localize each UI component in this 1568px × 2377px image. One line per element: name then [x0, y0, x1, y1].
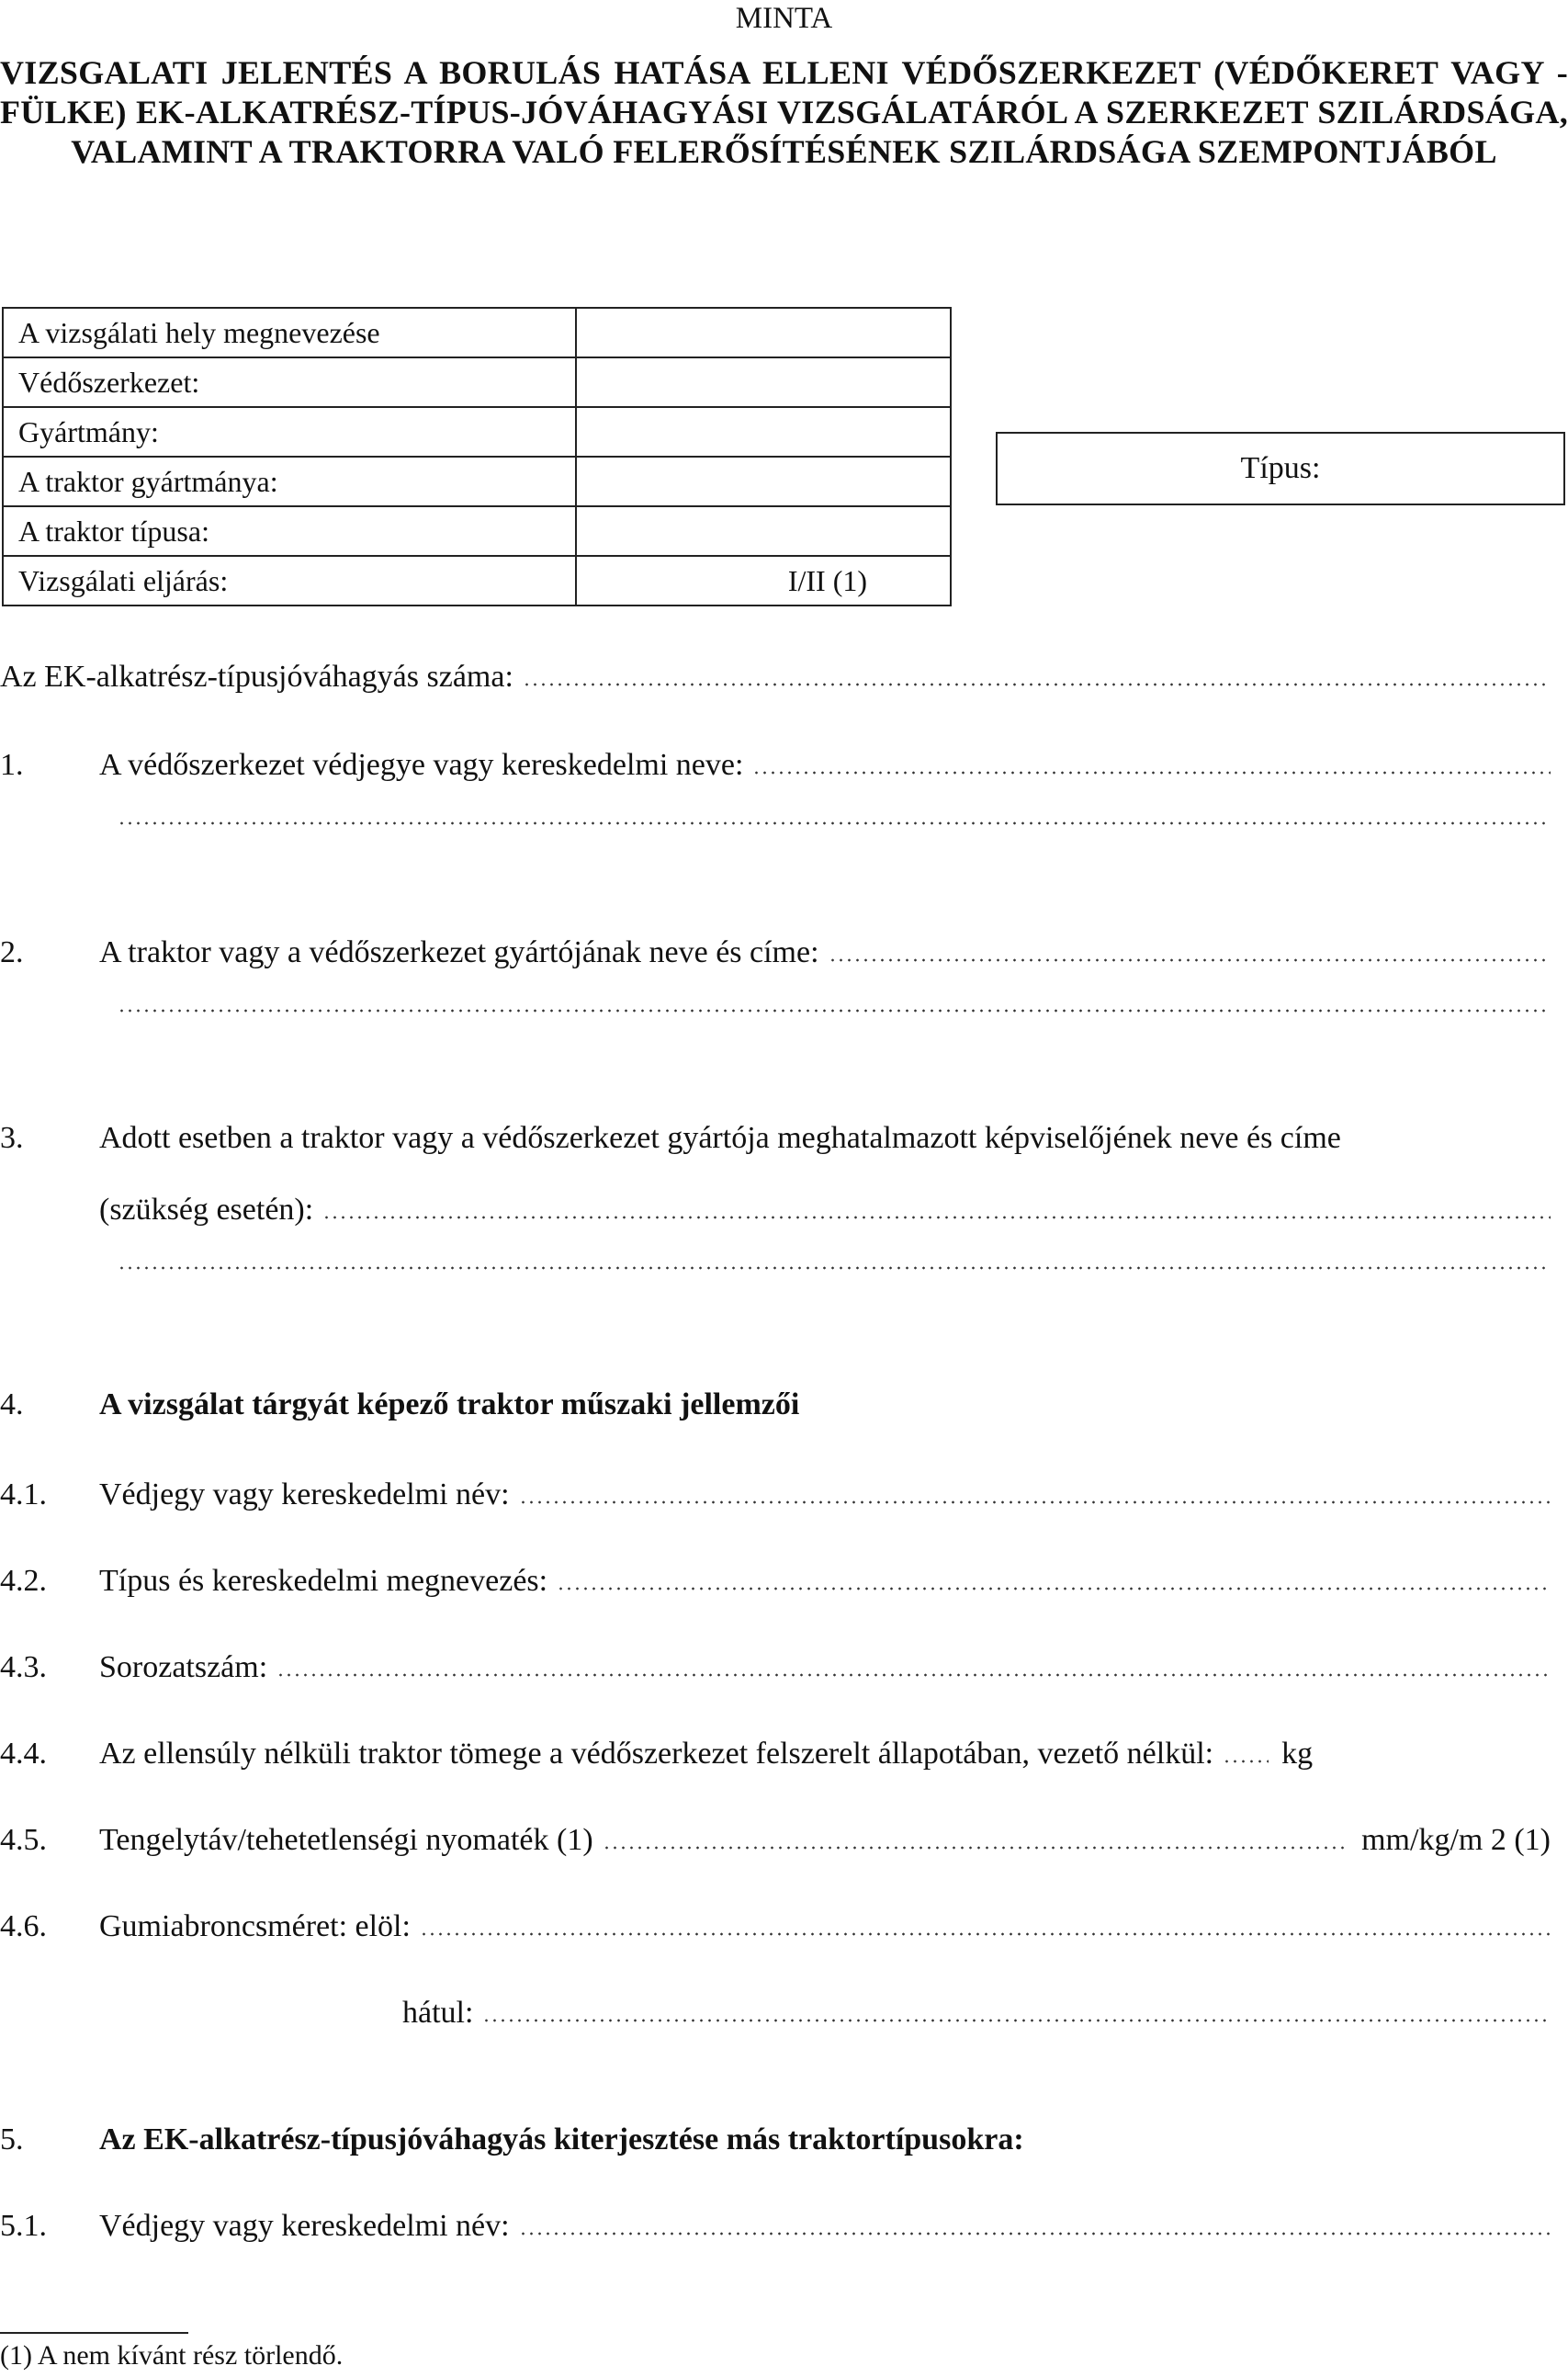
dotted-fill-line	[603, 1846, 1347, 1850]
field-label: Sorozatszám:	[99, 1650, 268, 1684]
section-5-heading	[0, 2122, 1551, 2157]
field-label: A traktor vagy a védőszerkezet gyártójának neve és címe:	[99, 935, 819, 969]
field-label: Tengelytáv/tehetetlenségi nyomaték (1)	[99, 1823, 593, 1857]
section-4-heading	[0, 1387, 1551, 1422]
item-4-4-field[interactable]	[0, 1737, 1551, 1771]
item-3-continuation[interactable]	[0, 1193, 1551, 1228]
item-2-field[interactable]	[0, 935, 1551, 970]
dotted-fill-line	[523, 683, 1551, 686]
table-cell-value[interactable]	[576, 506, 951, 556]
approval-number-field[interactable]	[0, 660, 1551, 695]
table-row	[3, 457, 951, 506]
table-cell-label: A traktor típusa:	[3, 506, 576, 556]
table-cell-value[interactable]	[576, 407, 951, 457]
field-label: Az EK-alkatrész-típusjóváhagyás száma:	[0, 660, 513, 694]
field-label: Típus és kereskedelmi megnevezés:	[99, 1564, 548, 1598]
item-number: 5.	[0, 2122, 24, 2156]
dotted-fill-line	[519, 2232, 1551, 2236]
dotted-fill-line	[420, 1932, 1551, 1936]
field-label: Gumiabroncsméret: elöl:	[99, 1909, 411, 1943]
unit-label: mm/kg/m 2 (1)	[1361, 1823, 1551, 1857]
dotted-fill-line	[829, 958, 1551, 962]
sample-label: MINTA	[735, 2, 833, 35]
dotted-fill-line	[557, 1587, 1551, 1590]
item-3-field	[0, 1121, 1568, 1156]
table-row	[3, 407, 951, 457]
dotted-fill-line	[118, 821, 1551, 825]
field-label: Védjegy vagy kereskedelmi név:	[99, 1477, 510, 1511]
item-5-1-field[interactable]	[0, 2209, 1551, 2244]
dotted-fill-line	[752, 771, 1551, 775]
section-heading: Az EK-alkatrész-típusjóváhagyás kiterjesztése más traktortípusokra:	[99, 2122, 1024, 2156]
item-number: 2.	[0, 935, 24, 969]
item-number: 4.	[0, 1387, 24, 1421]
section-heading: A vizsgálat tárgyát képező traktor műszaki jellemzői	[99, 1387, 800, 1421]
identification-table	[2, 307, 952, 606]
item-4-1-field[interactable]	[0, 1477, 1551, 1512]
item-number: 4.3.	[0, 1650, 47, 1684]
table-cell-label: A traktor gyártmánya:	[3, 457, 576, 506]
type-box[interactable]	[996, 432, 1565, 505]
footnote-separator	[0, 2332, 188, 2334]
item-4-3-field[interactable]	[0, 1650, 1551, 1685]
table-row	[3, 308, 951, 357]
item-number: 4.4.	[0, 1737, 47, 1771]
table-cell-label: A vizsgálati hely megnevezése	[3, 308, 576, 357]
dotted-fill-line	[482, 2019, 1551, 2022]
item-number: 1.	[0, 748, 24, 782]
field-label: (szükség esetén):	[99, 1193, 314, 1227]
table-cell-value[interactable]	[576, 357, 951, 407]
table-row	[3, 506, 951, 556]
table-cell-label: Gyártmány:	[3, 407, 576, 457]
item-number: 4.6.	[0, 1909, 47, 1943]
table-row	[3, 357, 951, 407]
item-1-field[interactable]	[0, 748, 1551, 783]
field-label: Védjegy vagy kereskedelmi név:	[99, 2209, 510, 2243]
dotted-fill-line	[118, 1009, 1551, 1013]
table-cell-label: Vizsgálati eljárás:	[3, 556, 576, 606]
unit-label: kg	[1281, 1737, 1314, 1771]
item-2-continuation[interactable]	[0, 1009, 1551, 1021]
type-label: Típus:	[1240, 451, 1321, 485]
item-number: 5.1.	[0, 2209, 47, 2243]
table-cell-value[interactable]	[576, 308, 951, 357]
footnote: (1) A nem kívánt rész törlendő.	[0, 2340, 344, 2371]
table-cell-value[interactable]	[576, 457, 951, 506]
item-number: 4.5.	[0, 1823, 47, 1857]
item-number: 3.	[0, 1121, 24, 1155]
dotted-fill-line	[322, 1216, 1551, 1219]
dotted-fill-line	[276, 1673, 1551, 1677]
item-1-continuation[interactable]	[0, 821, 1551, 833]
item-4-6-rear-field[interactable]	[0, 1996, 1551, 2031]
item-3-continuation-2[interactable]	[0, 1266, 1551, 1278]
item-number: 4.1.	[0, 1477, 47, 1511]
table-row	[3, 556, 951, 606]
dotted-fill-line	[1223, 1760, 1269, 1763]
item-number: 4.2.	[0, 1564, 47, 1598]
item-4-6-field[interactable]	[0, 1909, 1551, 1944]
field-label: A védőszerkezet védjegye vagy kereskedelmi neve:	[99, 748, 744, 782]
dotted-fill-line	[519, 1500, 1551, 1504]
item-4-5-field[interactable]	[0, 1823, 1551, 1858]
field-label: Az ellensúly nélküli traktor tömege a védőszerkezet felszerelt állapotában, vezető nélkül:	[99, 1737, 1214, 1771]
document-title: VIZSGALATI JELENTÉS A BORULÁS HATÁSA ELLENI VÉDŐSZERKEZET (VÉDŐKERET VAGY -FÜLKE) EK-ALKATRÉSZ-TÍPUS-JÓVÁHAGYÁSI VIZSGÁLATÁRÓL A SZERKEZET SZILÁRDSÁGA, VALAMINT A TRAKTORRA VALÓ FELERŐSÍTÉSÉNEK SZILÁRDSÁGA SZEMPONTJÁBÓL	[0, 54, 1568, 170]
procedure-value: I/II (1)	[576, 556, 951, 606]
field-label: hátul:	[402, 1996, 474, 2030]
dotted-fill-line	[118, 1266, 1551, 1270]
item-4-2-field[interactable]	[0, 1564, 1551, 1599]
field-label: Adott esetben a traktor vagy a védőszerkezet gyártója meghatalmazott képviselőjének neve és címe	[99, 1121, 1341, 1155]
table-cell-label: Védőszerkezet:	[3, 357, 576, 407]
